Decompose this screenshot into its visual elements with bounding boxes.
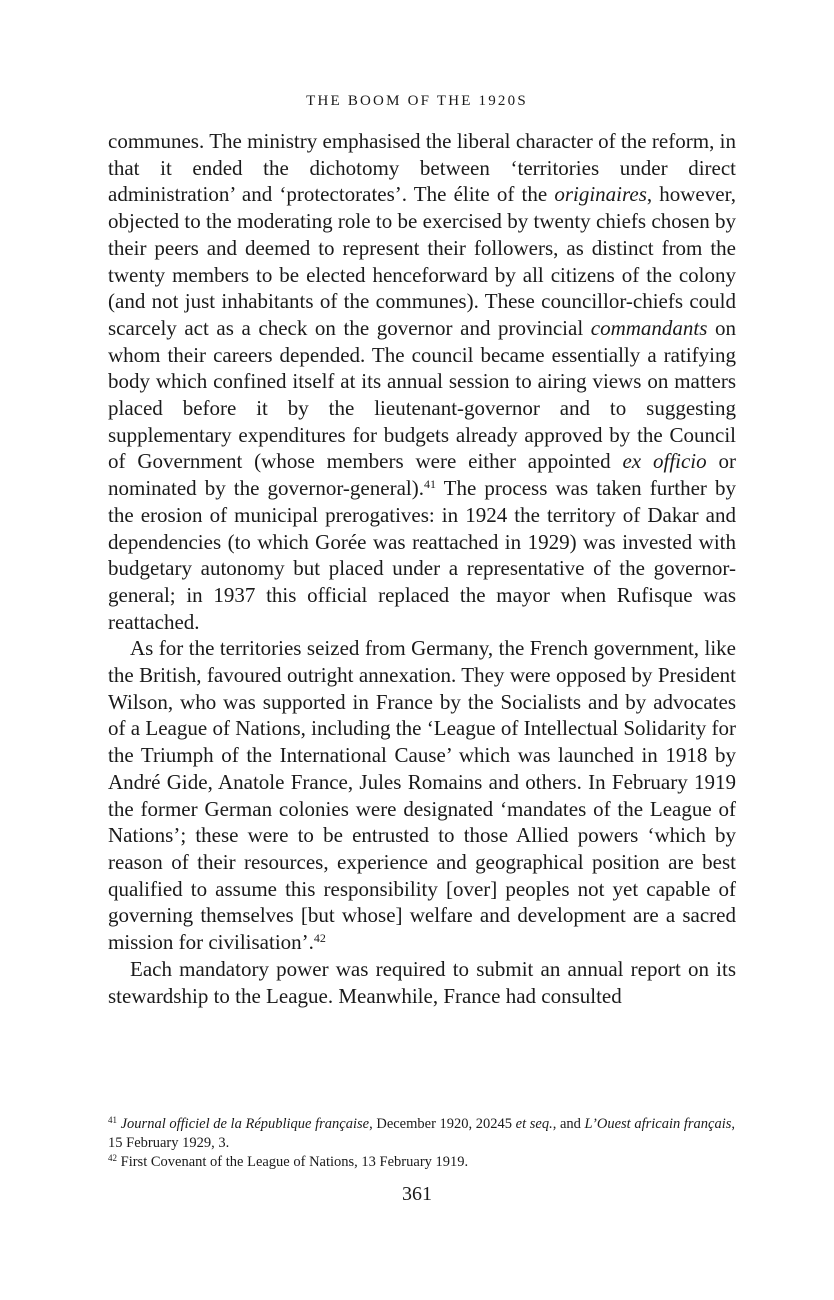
paragraph-1 bbox=[108, 128, 736, 635]
text-run: or nominated by the governor-general). bbox=[108, 449, 736, 501]
body-text bbox=[108, 128, 736, 1009]
text-run: on whom their careers depended. The council became essentially a ratifying body which confined itself at its annual session to airing views on matters placed before it by the lieutenant-governor and to suggesting supplementary expenditures for budgets already approved by the Council of Government (whose members were either appointed bbox=[108, 315, 736, 474]
footnote-marker: 41 bbox=[108, 1115, 117, 1125]
italic-run: commandants bbox=[590, 315, 708, 340]
italic-run: originaires bbox=[554, 182, 647, 207]
text-run: , and bbox=[552, 1116, 585, 1132]
footnote-ref-42[interactable]: 42 bbox=[313, 931, 326, 946]
text-run: Each mandatory power was required to submit an annual report on its stewardship to the League. Meanwhile, France had consulted bbox=[108, 956, 736, 1008]
text-run: communes. The ministry emphasised the liberal character of the reform, in that it ended the dichotomy between ‘territories under direct administration’ and ‘protectorates’. The élite of the bbox=[108, 129, 736, 207]
footnote-marker: 42 bbox=[108, 1153, 117, 1163]
page-number: 361 bbox=[402, 1183, 432, 1205]
paragraph-3 bbox=[108, 956, 736, 1009]
italic-run: et seq. bbox=[515, 1116, 553, 1132]
text-run: , 15 February 1929, 3. bbox=[108, 1116, 736, 1151]
text-run: , however, objected to the moderating role to be exercised by twenty chiefs chosen by their peers and deemed to represent their followers, as distinct from the twenty members to be elected henceforward by all citizens of the colony (and not just inhabitants of the communes). These councillor-chiefs could scarcely act as a check on the governor and provincial bbox=[108, 182, 736, 340]
italic-run: Journal officiel de la République française bbox=[120, 1116, 370, 1132]
footnote-42 bbox=[108, 1153, 736, 1172]
footnotes bbox=[108, 1115, 736, 1172]
italic-run: L’Ouest africain français bbox=[584, 1116, 732, 1132]
footnote-ref-41[interactable]: 41 bbox=[423, 477, 436, 492]
italic-run: ex officio bbox=[622, 449, 707, 474]
running-head: THE BOOM OF THE 1920S bbox=[306, 93, 528, 109]
paragraph-2 bbox=[108, 635, 736, 955]
footnote-41 bbox=[108, 1115, 736, 1153]
text-run: First Covenant of the League of Nations, 13 February 1919. bbox=[117, 1154, 469, 1170]
text-run: As for the territories seized from Germany, the French government, like the British, favoured outright annexation. They were opposed by President Wilson, who was supported in France by the Socialists and by advocates of a League of Nations, including the ‘League of Intellectual Solidarity for the Triumph of the International Cause’ which was launched in 1918 by André Gide, Anatole France, Jules Romains and others. In February 1919 the former German colonies were designated ‘mandates of the League of Nations’; these were to be entrusted to those Allied powers ‘which by reason of their resources, experience and geographical position are best qualified to assume this responsibility [over] peoples not yet capable of governing themselves [but whose] welfare and development are a sacred mission for civilisation’. bbox=[108, 636, 736, 955]
text-run: The process was taken further by the erosion of municipal prerogatives: in 1924 the territory of Dakar and dependencies (to which Gorée was reattached in 1929) was invested with budgetary autonomy but placed under a representative of the governor-general; in 1937 this official replaced the mayor when Rufisque was reattached. bbox=[108, 476, 736, 634]
text-run: , December 1920, 20245 bbox=[369, 1116, 516, 1132]
